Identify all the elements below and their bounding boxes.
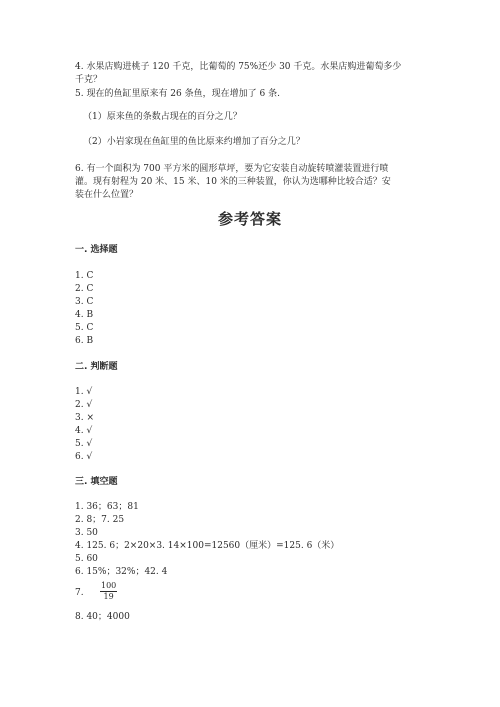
section-heading-fill: 三. 填空题 [75,477,118,487]
choice-answer: 4. B [75,310,94,320]
judge-answer: 4. √ [75,426,93,436]
fill-answer: 8. 40；4000 [75,612,130,622]
fill-answer: 6. 15%；32%；42. 4 [75,567,168,577]
choice-answer: 6. B [75,336,94,346]
question-5-part-1: （1）原来鱼的条数占现在的百分之几？ [83,112,242,122]
fraction [100,581,117,602]
fill-answer: 2. 8；7. 25 [75,515,125,525]
question-5: 5. 现在的鱼缸里原来有 26 条鱼，现在增加了 6 条. [75,89,280,99]
choice-answer: 3. C [75,297,94,307]
choice-answer: 1. C [75,271,94,281]
judge-answer: 1. √ [75,387,93,397]
answer-title: 参考答案 [217,210,282,228]
question-5-part-2: （2）小岩家现在鱼缸里的鱼比原来约增加了百分之几？ [83,137,305,147]
question-6-line-1: 6. 有一个面积为 700 平方米的圆形草坪，要为它安装自动旋转喷灌装置进行喷 [75,164,389,174]
fill-answer: 3. 50 [75,528,98,538]
question-4-line-1: 4. 水果店购进桃子 120 千克，比葡萄的 75%还少 30 千克。水果店购进葡萄多少 [75,62,402,72]
fill-answer: 7. [75,588,84,598]
section-heading-judge: 二. 判断题 [75,362,118,372]
question-4-line-2: 千克？ [75,75,103,85]
choice-answer: 5. C [75,323,94,333]
section-heading-choice: 一. 选择题 [75,245,118,255]
judge-answer: 3. × [75,413,94,423]
fill-answer: 4. 125. 6；2×20×3. 14×100=12560（厘米）=125. 6（米） [75,541,340,551]
fraction-numerator: 100 [101,581,117,590]
fill-answer: 5. 60 [75,554,98,564]
fraction-denominator: 19 [103,592,114,601]
choice-answer: 2. C [75,284,94,294]
judge-answer: 6. √ [75,452,93,462]
fill-answer: 1. 36；63；81 [75,502,139,512]
judge-answer: 2. √ [75,400,93,410]
question-6-line-3: 装在什么位置？ [75,190,139,200]
judge-answer: 5. √ [75,439,93,449]
question-6-line-2: 灌。现有射程为 20 米、15 米、10 米的三种装置，你认为选哪种比较合适？安 [75,177,391,187]
